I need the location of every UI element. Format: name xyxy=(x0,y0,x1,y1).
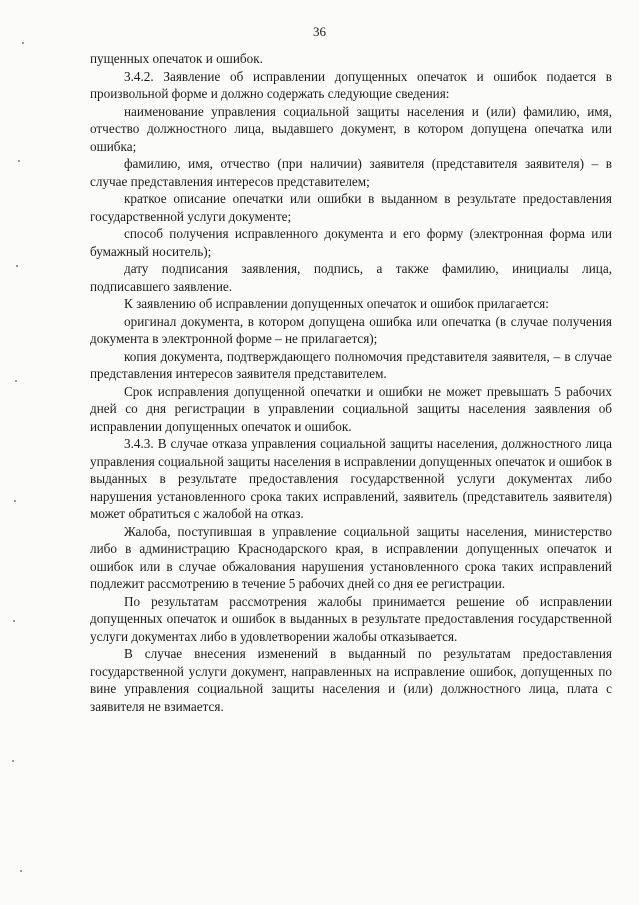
paragraph-complaint-decision: По результатам рассмотрения жалобы принимается решение об исправлении допущенных опечаток и ошибок в выданных в результате предоставления государственной услуги документах либо в удовлетворении жалобы отказывается. xyxy=(90,593,612,644)
scan-speck xyxy=(16,265,18,267)
paragraph-item-authority-name: наименование управления социальной защиты населения и (или) фамилию, имя, отчество должностного лица, выдавшего документ, в котором допущена опечатка или ошибка; xyxy=(90,103,612,154)
scan-speck xyxy=(12,760,14,762)
paragraph-item-applicant-name: фамилию, имя, отчество (при наличии) заявителя (представителя заявителя) – в случае представления интересов представителем; xyxy=(90,156,612,189)
paragraph-item-signature-date: дату подписания заявления, подпись, а также фамилию, инициалы лица, подписавшего заявление. xyxy=(90,261,612,294)
scan-speck xyxy=(13,620,15,622)
paragraph-no-fee: В случае внесения изменений в выданный по результатам предоставления государственной услуги документ, направленных на исправление ошибок, допущенных по вине управления социальной защиты населения и (или) должностного лица, плата с заявителя не взимается. xyxy=(90,646,612,714)
document-body xyxy=(90,50,612,715)
paragraph-attachment-authority-copy: копия документа, подтверждающего полномочия представителя заявителя, – в случае представления интересов заявителя представителем. xyxy=(90,348,612,381)
paragraph-3-4-3: 3.4.3. В случае отказа управления социальной защиты населения, должностного лица управления социальной защиты населения в исправлении допущенных опечаток и ошибок в выданных в результате предоставления государственной услуги документах либо нарушения установленного срока таких исправлений, заявитель (представитель заявителя) может обратиться с жалобой на отказ. xyxy=(90,436,612,521)
paragraph-attachments-intro: К заявлению об исправлении допущенных опечаток и ошибок прилагается: xyxy=(124,296,549,311)
page-number: 36 xyxy=(313,24,326,39)
paragraph-attachment-original: оригинал документа, в котором допущена ошибка или опечатка (в случае получения документа в электронной форме – не прилагается); xyxy=(90,313,612,346)
paragraph-correction-deadline: Срок исправления допущенной опечатки и ошибки не может превышать 5 рабочих дней со дня регистрации в управлении социальной защиты населения заявления об исправлении допущенных опечаток и ошибок. xyxy=(90,383,612,434)
paragraph-item-error-description: краткое описание опечатки или ошибки в выданном в результате предоставления государственной услуги документе; xyxy=(90,191,612,224)
paragraph-complaint-review: Жалоба, поступившая в управление социальной защиты населения, министерство либо в администрацию Краснодарского края, в исправлении допущенных опечаток и ошибок или в случае обжалования нарушения установленного срока таких исправлений подлежит рассмотрению в течение 5 рабочих дней со дня ее регистрации. xyxy=(90,523,612,591)
scan-speck xyxy=(18,160,20,162)
scan-speck xyxy=(22,42,24,44)
scan-speck xyxy=(14,500,16,502)
scan-speck xyxy=(15,380,17,382)
paragraph-item-delivery-method: способ получения исправленного документа и его форму (электронная форма или бумажный носитель); xyxy=(90,226,612,259)
paragraph-3-4-2: 3.4.2. Заявление об исправлении допущенных опечаток и ошибок подается в произвольной форме и должно содержать следующие сведения: xyxy=(90,68,612,101)
scan-speck xyxy=(20,870,22,872)
paragraph-continuation: пущенных опечаток и ошибок. xyxy=(90,51,263,66)
